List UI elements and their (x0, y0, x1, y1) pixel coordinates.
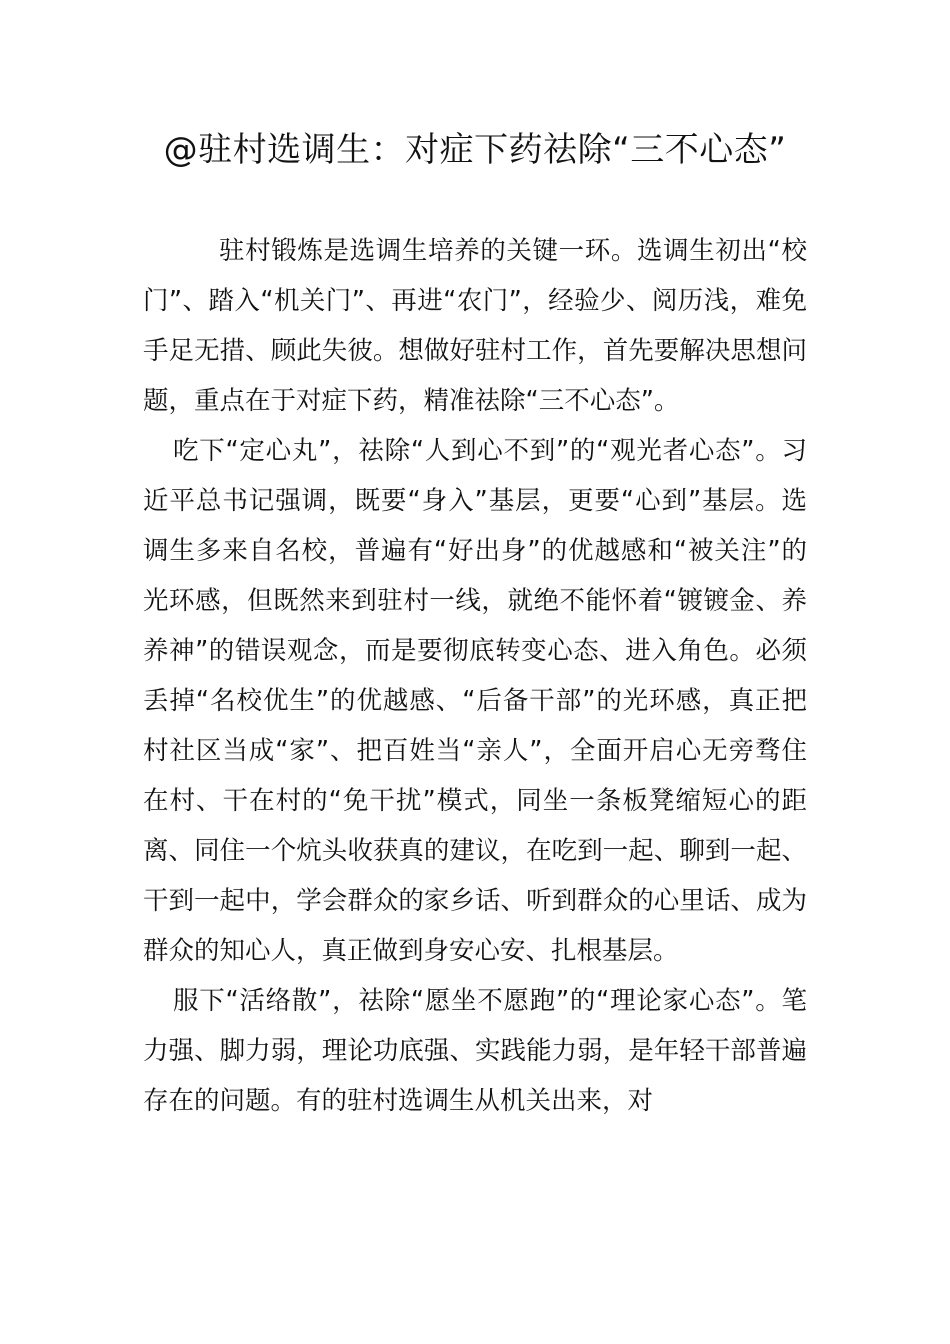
document-body (143, 226, 807, 1126)
document-title: @驻村选调生：对症下药祛除“三不心态” (163, 130, 787, 170)
paragraph-section-one: 吃下“定心丸”，祛除“人到心不到”的“观光者心态”。习近平总书记强调，既要“身入”基层，更要“心到”基层。选调生多来自名校，普遍有“好出身”的优越感和“被关注”的光环感，但既然来到驻村一线，就绝不能怀着“镀镀金、养养神”的错误观念，而是要彻底转变心态、进入角色。必须丢掉“名校优生”的优越感、“后备干部”的光环感，真正把村社区当成“家”、把百姓当“亲人”，全面开启心无旁骛住在村、干在村的“免干扰”模式，同坐一条板凳缩短心的距离、同住一个炕头收获真的建议，在吃到一起、聊到一起、干到一起中，学会群众的家乡话、听到群众的心里话、成为群众的知心人，真正做到身安心安、扎根基层。 (143, 436, 807, 966)
paragraph-section-two: 服下“活络散”，祛除“愿坐不愿跑”的“理论家心态”。笔力强、脚力弱，理论功底强、实践能力弱，是年轻干部普遍存在的问题。有的驻村选调生从机关出来，对 (143, 986, 807, 1116)
paragraph-intro: 驻村锻炼是选调生培养的关键一环。选调生初出“校门”、踏入“机关门”、再进“农门”，经验少、阅历浅，难免手足无措、顾此失彼。想做好驻村工作，首先要解决思想问题，重点在于对症下药，精准祛除“三不心态”。 (143, 236, 807, 416)
